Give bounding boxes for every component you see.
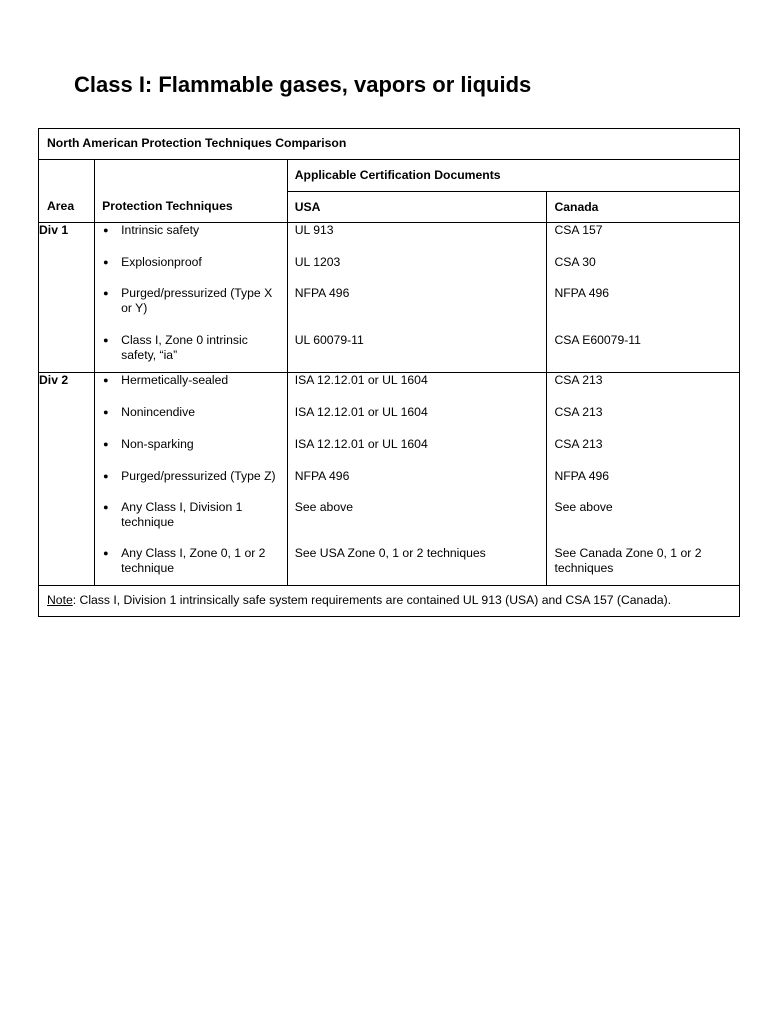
col-header-area: Area xyxy=(39,191,95,222)
canada-document: NFPA 496 xyxy=(554,285,610,300)
usa-document: NFPA 496 xyxy=(294,285,350,300)
bullet-icon: ● xyxy=(103,438,109,449)
area-cell: Div 2 xyxy=(39,372,95,585)
col-header-canada: Canada xyxy=(547,191,740,222)
table-caption: North American Protection Techniques Comparison xyxy=(39,129,740,160)
bullet-icon: ● xyxy=(103,334,109,345)
page-title: Class I: Flammable gases, vapors or liquids xyxy=(74,72,532,97)
canada-document: CSA 213 xyxy=(554,436,603,451)
usa-cell xyxy=(287,222,547,372)
usa-document: ISA 12.12.01 or UL 1604 xyxy=(294,372,428,387)
table-note xyxy=(39,585,740,616)
usa-document: UL 1203 xyxy=(294,254,341,269)
bullet-icon: ● xyxy=(103,224,109,235)
technique-item xyxy=(95,546,287,585)
bullet-icon: ● xyxy=(103,547,109,558)
canada-document: See above xyxy=(554,499,613,514)
note-label: Note xyxy=(47,592,73,607)
technique-item xyxy=(95,500,287,546)
usa-document: ISA 12.12.01 or UL 1604 xyxy=(294,404,428,419)
usa-cell xyxy=(287,372,547,585)
technique-item xyxy=(95,373,287,405)
technique-label: Non-sparking xyxy=(121,436,194,451)
canada-cell xyxy=(547,372,740,585)
table-row xyxy=(39,372,740,585)
bullet-icon: ● xyxy=(103,256,109,267)
table-row xyxy=(39,222,740,372)
technique-label: Any Class I, Zone 0, 1 or 2 technique xyxy=(121,545,266,575)
technique-item xyxy=(95,469,287,500)
technique-item xyxy=(95,223,287,255)
canada-document: CSA 157 xyxy=(554,222,603,237)
technique-label: Intrinsic safety xyxy=(121,222,200,237)
technique-label: Purged/pressurized (Type Z) xyxy=(121,468,276,483)
note-text: : Class I, Division 1 intrinsically safe system requirements are contained UL 913 (USA) and CSA 157 (Canada). xyxy=(72,592,672,607)
technique-label: Any Class I, Division 1 technique xyxy=(121,499,243,529)
canada-document: NFPA 496 xyxy=(554,468,610,483)
bullet-icon: ● xyxy=(103,501,109,512)
canada-document: CSA 213 xyxy=(554,372,603,387)
usa-document: ISA 12.12.01 or UL 1604 xyxy=(294,436,428,451)
tech-header-spacer xyxy=(95,160,288,192)
technique-item xyxy=(95,437,287,469)
col-header-tech: Protection Techniques xyxy=(95,191,288,222)
table-body xyxy=(39,222,740,585)
canada-document: CSA 30 xyxy=(554,254,596,269)
technique-label: Hermetically-sealed xyxy=(121,372,229,387)
technique-label: Purged/pressurized (Type X or Y) xyxy=(121,285,273,315)
usa-document: NFPA 496 xyxy=(294,468,350,483)
technique-label: Nonincendive xyxy=(121,404,196,419)
technique-item xyxy=(95,333,287,372)
technique-label: Explosionproof xyxy=(121,254,202,269)
bullet-icon: ● xyxy=(103,470,109,481)
technique-item xyxy=(95,405,287,437)
canada-cell xyxy=(547,222,740,372)
usa-document: See above xyxy=(294,499,353,514)
docs-header: Applicable Certification Documents xyxy=(287,160,739,192)
canada-document: CSA E60079-11 xyxy=(554,332,641,347)
tech-cell xyxy=(95,222,288,372)
usa-document: UL 913 xyxy=(294,222,334,237)
usa-document: UL 60079-11 xyxy=(294,332,364,347)
usa-document: See USA Zone 0, 1 or 2 techniques xyxy=(294,545,486,560)
area-cell: Div 1 xyxy=(39,222,95,372)
bullet-icon: ● xyxy=(103,374,109,385)
technique-item xyxy=(95,255,287,286)
col-header-usa: USA xyxy=(287,191,547,222)
canada-document: CSA 213 xyxy=(554,404,603,419)
tech-cell xyxy=(95,372,288,585)
comparison-table xyxy=(38,128,740,617)
bullet-icon: ● xyxy=(103,287,109,298)
technique-item xyxy=(95,286,287,333)
bullet-icon: ● xyxy=(103,406,109,417)
technique-label: Class I, Zone 0 intrinsic safety, “ia” xyxy=(121,332,248,362)
area-header-spacer xyxy=(39,160,95,192)
canada-document: See Canada Zone 0, 1 or 2 techniques xyxy=(554,545,702,575)
